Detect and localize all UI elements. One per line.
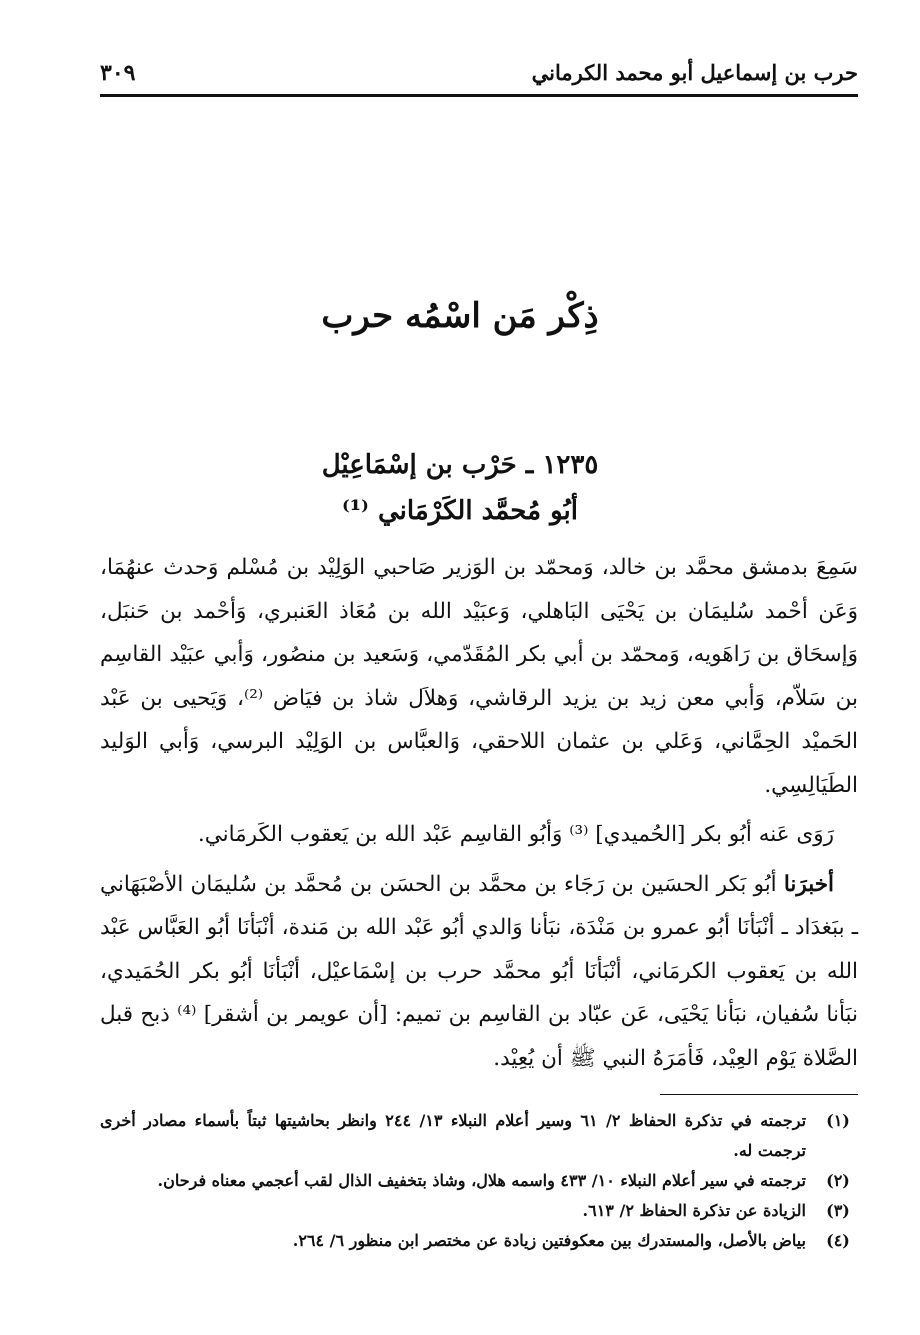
footnote — [100, 1226, 858, 1256]
paragraph-text: رَوَى عَنه أبُو بكر [الحُميدي] ⁽³⁾ وَأبُو القاسِم عَبْد الله بن يَعقوب الكَرمَاني. — [197, 822, 834, 847]
footnote — [100, 1166, 858, 1196]
running-header — [100, 56, 858, 97]
footnote-number: (٣) — [826, 1201, 850, 1220]
footnote-text: بياض بالأصل، والمستدرك بين معكوفتين زيادة عن مختصر ابن منظور ٦/ ٢٦٤. — [292, 1231, 806, 1250]
footnote-number: (٢) — [826, 1171, 850, 1190]
body-text — [100, 546, 858, 1080]
paragraph-isnad — [100, 863, 858, 1081]
footnotes — [100, 1106, 858, 1256]
footnote-text: الزيادة عن تذكرة الحفاظ ٢/ ٦١٣. — [582, 1201, 806, 1220]
footnote-number: (٤) — [826, 1231, 850, 1250]
footnote — [100, 1106, 858, 1166]
footnote — [100, 1196, 858, 1226]
footnote-separator — [660, 1094, 858, 1095]
page-number: ٣٠٩ — [100, 60, 136, 86]
footnote-text: ترجمته في سير أعلام النبلاء ١٠/ ٤٣٣ واسمه هلال، وشاذ بتخفيف الذال لقب أعجمي معناه فرحان. — [157, 1171, 806, 1190]
running-title: حرب بن إسماعيل أبو محمد الكرماني — [531, 60, 858, 85]
section-title: ذِكْر مَن اسْمُه حرب — [321, 296, 599, 336]
entry-heading-kunya: أبُو مُحمَّد الكَرْمَاني ⁽¹⁾ — [342, 496, 578, 526]
footnote-text: ترجمته في تذكرة الحفاظ ٢/ ٦١ وسير أعلام النبلاء ١٣/ ٢٤٤ وانظر بحاشيتها ثبتاً بأسماء مصادر أخرى ترجمت له. — [100, 1111, 807, 1160]
entry-heading — [0, 442, 920, 534]
paragraph-lead-word: أخبرَنا — [783, 871, 834, 897]
paragraph-teachers — [100, 546, 858, 807]
paragraph-text: أبُو بَكر الحسَين بن رَجَاء بن محمَّد بن الحسَن بن مُحمَّد بن سُليمَان الأصْبَهَاني ـ ببَغدَاد ـ أنْبَأنَا أبُو عمرو بن مَنْدَة، نبَأنا وَالدي أبُو عَبْد الله بن مَندة، أنْبَأنَا أبُو العَبَّاس عَبْد الله بن يَعقوب الكرمَاني، أنْبَأنَا أبُو محمَّد حرب بن إسْمَاعيْل، أنْبَأنَا أبُو بكر الحُمَيدي، نبَأنا سُفيان، نبَأنا يَحْيَى، عَن عبّاد بن القاسِم بن تميم: [أن عويمر بن أشقر] ⁽⁴⁾ ذبح قبل الصَّلاة يَوْم العِيْد، فَأمَرَهُ النبي ﷺ أن يُعِيْد. — [100, 871, 858, 1071]
entry-heading-name: ١٢٣٥ ـ حَرْب بن إسْمَاعِيْل — [321, 450, 599, 480]
paragraph-narrators — [100, 813, 858, 857]
footnote-number: (١) — [826, 1111, 850, 1130]
paragraph-text: سَمِعَ بدمشق محمَّد بن خالد، وَمحمّد بن الوَزير صَاحبي الوَلِيْد بن مُسْلم وَحدث عنهُمَا، وَعَن أحْمد سُليمَان بن يَحْيَى البَاهلي، وَعبَيْد الله بن مُعَاذ العَنبري، وَأحْمد بن حَنبَل، وَإسحَاق بن رَاهَويه، وَمحمّد بن أبي بكر المُقَدّمي، وَسَعيد بن منصُور، وَأبي عبَيْد القاسِم بن سَلاّم، وَأبي معن زيد بن يزيد الرقاشي، وَهلاَل شاذ بن فيَاض ⁽²⁾، وَيَحيى بن عَبْد الحَميْد الحِمَّاني، وَعَلي بن عثمان اللاحقي، وَالعبَّاس بن الوَلِيْد البرسي، وَأبي الوَليد الطَيَالِسِي. — [100, 555, 858, 798]
